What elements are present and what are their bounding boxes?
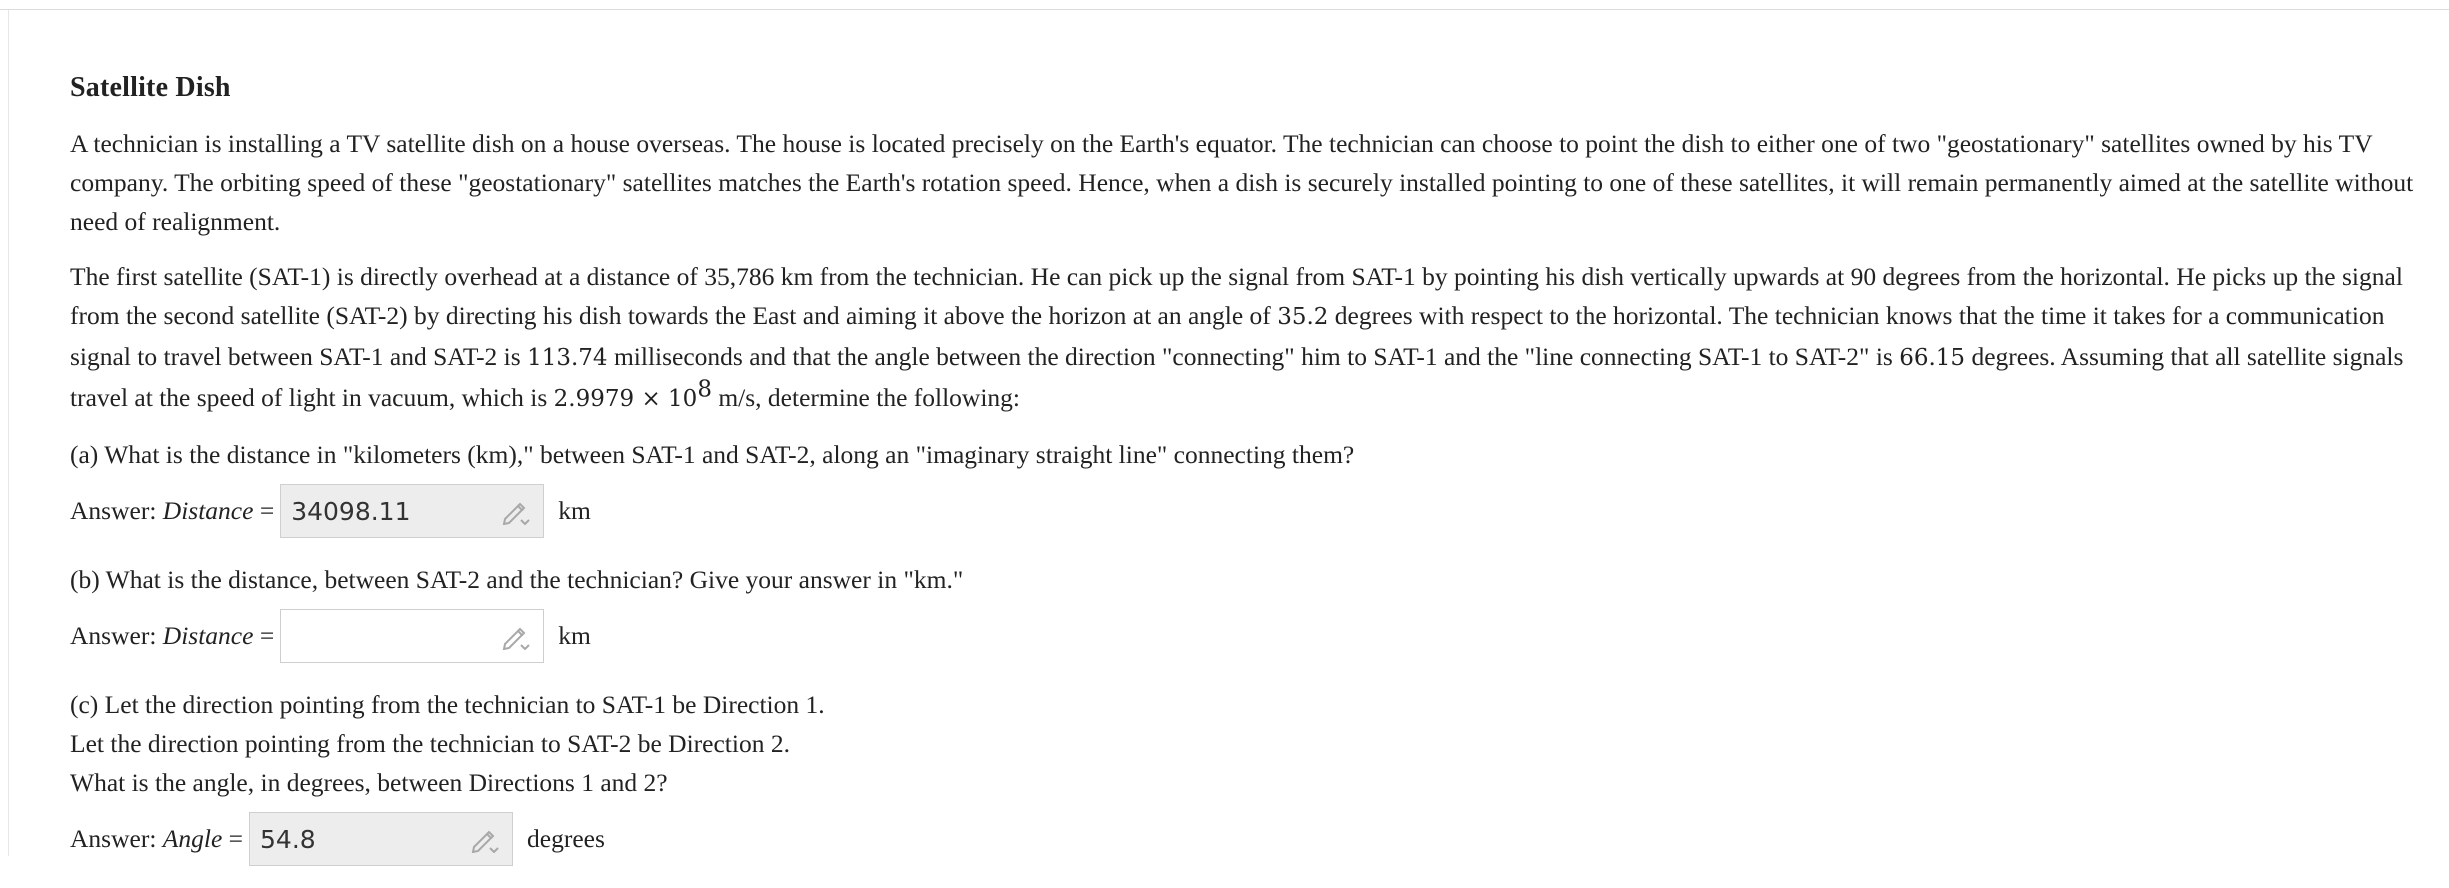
answer-variable: Distance (162, 496, 254, 525)
answer-input-a[interactable] (280, 484, 544, 538)
details-text-1: The first satellite (SAT-1) is directly overhead at a distance of 35,786 km from the technician. He can pick up the signal from SAT-1 by pointing his dish vertically upwards at 90 degrees from the horizontal. He picks up the signal from the second satellite (SAT-2) by directing his dish towards the East and aiming it above the horizon at an angle of (70, 262, 2403, 330)
light-speed-value: 2.9979 × 10 (553, 386, 698, 412)
signal-time-value: 113.74 (527, 345, 608, 371)
answer-variable: Distance (162, 621, 254, 650)
details-text-4: degrees. Assuming that all satellite signals travel at the speed of light in vacuum, which is (70, 342, 2404, 412)
answer-row-b (70, 607, 2430, 665)
answer-value-a: 34098.11 (291, 497, 411, 526)
answer-variable: Angle (162, 824, 223, 853)
problem-details (70, 257, 2430, 419)
details-text-3: milliseconds and that the angle between the direction "connecting" him to SAT-1 and the "line connecting SAT-1 to SAT-2" is (607, 342, 1900, 371)
answer-label-c (70, 824, 243, 854)
answer-input-c[interactable] (249, 812, 513, 866)
question-c (70, 685, 2430, 802)
answer-unit-a: km (558, 496, 591, 525)
sat-angle-value: 66.15 (1899, 345, 1966, 371)
question-c-line-1: (c) Let the direction pointing from the technician to SAT-1 be Direction 1. (70, 690, 825, 719)
answer-equals: = (253, 496, 275, 525)
answer-equals: = (253, 621, 275, 650)
answer-equals: = (222, 824, 244, 853)
question-c-line-2: Let the direction pointing from the technician to SAT-2 be Direction 2. (70, 729, 790, 758)
left-rule (0, 10, 9, 856)
answer-prefix: Answer: (70, 824, 163, 853)
problem-title: Satellite Dish (70, 72, 231, 103)
problem-intro: A technician is installing a TV satellite dish on a house overseas. The house is located precisely on the Earth's equator. The technician can choose to point the dish to either one of two "geostationary" satellites owned by his TV company. The orbiting speed of these "geostationary" satellites matches the Earth's rotation speed. Hence, when a dish is securely installed pointing to one of these satellites, it will remain permanently aimed at the satellite without need of realignment. (70, 129, 2414, 236)
answer-row-c (70, 810, 2430, 868)
details-text-2: degrees with respect to the horizontal. The technician knows that the time it takes for a communication signal to travel between SAT-1 and SAT-2 is (70, 301, 2385, 371)
answer-value-c: 54.8 (260, 825, 316, 854)
answer-prefix: Answer: (70, 496, 163, 525)
answer-unit-c: degrees (527, 824, 605, 853)
answer-row-a (70, 482, 2430, 540)
pencil-icon[interactable] (501, 624, 531, 650)
answer-input-b[interactable] (280, 609, 544, 663)
question-b: (b) What is the distance, between SAT-2 and the technician? Give your answer in "km." (70, 565, 964, 594)
pencil-icon[interactable] (470, 827, 500, 853)
answer-label-a (70, 496, 274, 526)
question-a: (a) What is the distance in "kilometers (km)," between SAT-1 and SAT-2, along an "imaginary straight line" connecting them? (70, 440, 1355, 469)
answer-label-b (70, 621, 274, 651)
problem-content (70, 72, 2430, 888)
answer-unit-b: km (558, 621, 591, 650)
top-border (0, 0, 2449, 10)
light-speed-exponent: 8 (697, 376, 712, 403)
pencil-icon[interactable] (501, 499, 531, 525)
question-c-line-3: What is the angle, in degrees, between Directions 1 and 2? (70, 768, 668, 797)
dish-angle-value: 35.2 (1277, 304, 1329, 330)
answer-prefix: Answer: (70, 621, 163, 650)
details-text-5: m/s, determine the following: (711, 383, 1021, 412)
